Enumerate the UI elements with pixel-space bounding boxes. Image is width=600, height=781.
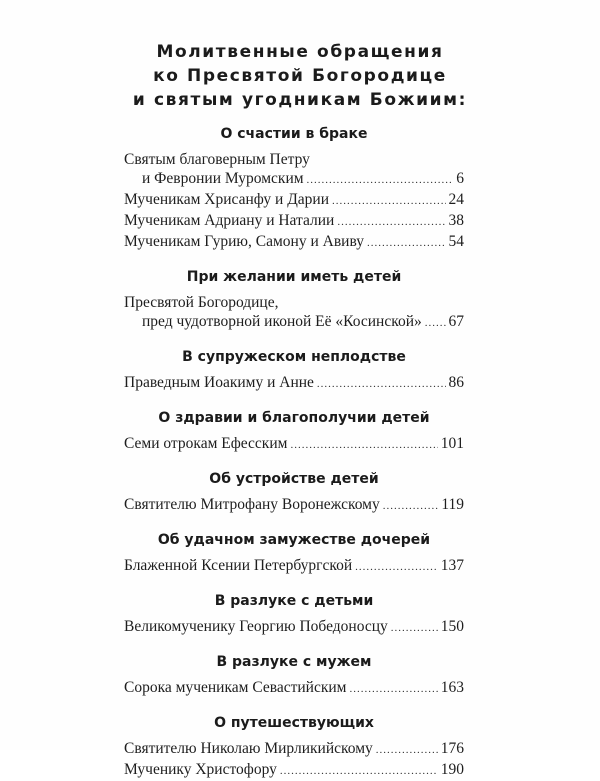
page-number: 67 [448,313,464,330]
page-number: 119 [441,496,464,513]
dot-leader [391,619,438,638]
page-number: 86 [448,374,464,391]
toc-section [124,530,464,577]
toc-entry-text: Святителю Митрофану Воронежскому [124,496,380,513]
toc-section [124,591,464,638]
dot-leader [317,375,446,394]
toc-entry[interactable] [124,211,464,232]
toc-entry-first-line: Пресвятой Богородице, [124,294,279,311]
dot-leader [376,741,438,760]
section-heading: Об удачном замужестве дочерей [157,532,431,548]
toc-section [124,713,464,781]
toc-entry[interactable] [124,760,464,781]
section-heading: При желании иметь детей [186,269,402,285]
title-line-3: и святым угодникам Божиим: [132,90,468,110]
dot-leader [349,680,437,699]
title-line-1: Молитвенные обращения [156,42,444,62]
toc-entry-line [124,373,464,394]
toc-entry[interactable] [124,556,464,577]
toc-entry-first-line: Святым благоверным Петру [124,151,310,168]
toc-section [124,347,464,394]
page-number: 137 [440,557,464,574]
section-heading: В разлуке с мужем [216,654,372,670]
toc-entry-text: Сорока мученикам Севастийским [124,679,347,696]
toc-entry-text: Блаженной Ксении Петербургской [124,557,353,574]
page-number: 150 [440,618,464,635]
toc-entry-line [124,232,464,253]
dot-leader [307,171,454,190]
toc-entry-line [124,617,464,638]
toc-entry-text: Мученикам Гурию, Самону и Авиву [124,233,364,250]
section-heading: В супружеском неплодстве [182,349,406,365]
toc-entry-text: Великомученику Георгию Победоносцу [124,618,388,635]
toc-entry-line [124,211,464,232]
toc-section [124,408,464,455]
toc-entry-line [124,434,464,455]
dot-leader [383,497,439,516]
toc-entry[interactable] [124,232,464,253]
toc-entry-text: Мученикам Хрисанфу и Дарии [124,191,329,208]
section-heading: О здравии и благополучии детей [158,410,430,426]
toc-section [124,124,464,253]
toc-section [124,652,464,699]
toc-entry-text: Праведным Иоакиму и Анне [124,374,314,391]
dot-leader [367,234,446,253]
toc-entry[interactable] [124,617,464,638]
toc-entry[interactable] [124,293,464,333]
page-number: 6 [456,170,464,187]
toc-entry[interactable] [124,678,464,699]
page-number: 101 [440,435,464,452]
toc-entry-text: Семи отрокам Ефесским [124,435,288,452]
toc-entry[interactable] [124,373,464,394]
page-number: 190 [440,761,464,778]
section-heading: Об устройстве детей [209,471,379,487]
dot-leader [280,762,438,781]
toc-section [124,267,464,333]
toc-entry-text: и Февронии Муромским [142,170,304,187]
section-heading: О путешествующих [214,715,374,731]
toc-entry-line [124,190,464,211]
dot-leader [355,558,438,577]
dot-leader [332,192,446,211]
toc-entry[interactable] [124,495,464,516]
page-number: 38 [448,212,464,229]
page-number: 176 [440,740,464,757]
dot-leader [290,436,437,455]
toc-entry[interactable] [124,434,464,455]
toc-entry[interactable] [124,150,464,190]
toc-section [124,469,464,516]
dot-leader [337,213,445,232]
toc-entry-text: Мученику Христофору [124,761,277,778]
dot-leader [425,314,446,333]
page-number: 163 [440,679,464,696]
section-heading: В разлуке с детьми [214,593,374,609]
toc-entry-text: пред чудотворной иконой Её «Косинской» [142,313,422,330]
toc-entry-line [124,760,464,781]
table-of-contents [124,124,464,781]
page-title [0,40,600,112]
page-number: 24 [448,191,464,208]
toc-entry-line [124,678,464,699]
title-line-2: ко Пресвятой Богородице [153,66,447,86]
toc-entry-line [124,556,464,577]
section-heading: О счастии в браке [220,126,368,142]
toc-entry-line [124,495,464,516]
page-number: 54 [448,233,464,250]
toc-entry-text: Святителю Николаю Мирликийскому [124,740,373,757]
toc-entry-text: Мученикам Адриану и Наталии [124,212,335,229]
toc-entry-line [124,312,464,333]
toc-entry[interactable] [124,190,464,211]
toc-entry-line [124,169,464,190]
